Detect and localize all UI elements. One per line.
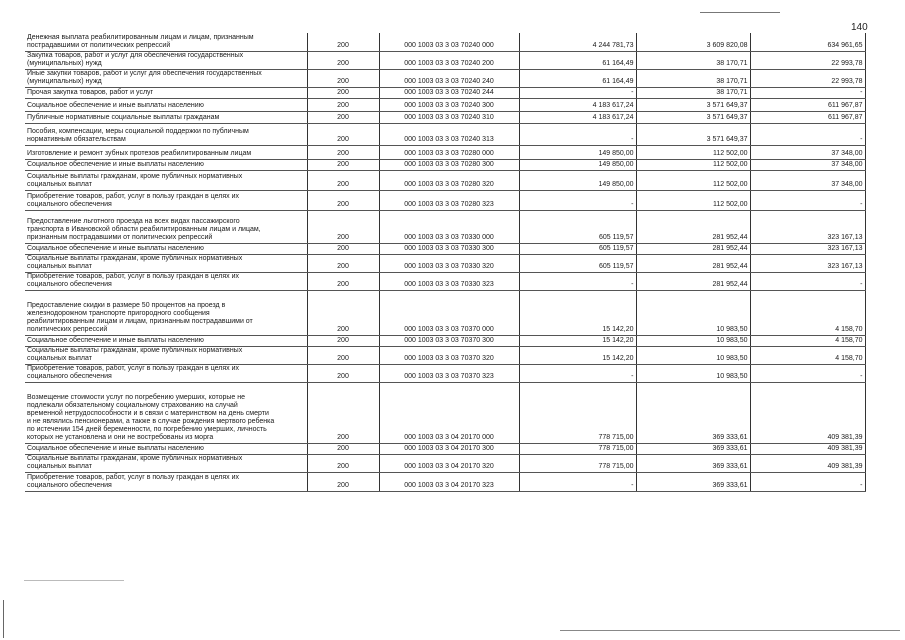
row-executed-amount: 38 170,71 xyxy=(636,51,750,69)
row-unexecuted-amount: - xyxy=(750,472,865,491)
row-unexecuted-amount: 409 381,39 xyxy=(750,382,865,443)
row-executed-amount: 112 502,00 xyxy=(636,159,750,170)
row-name: Предоставление льготного проезда на всех видах пассажирского транспорта в Ивановской области реабилитированным лицам и лицам, признанным пострадавшими от политических репрессий xyxy=(25,210,307,243)
row-approved-amount: 15 142,20 xyxy=(519,290,636,335)
row-executed-amount: 281 952,44 xyxy=(636,210,750,243)
row-approved-amount: 4 183 617,24 xyxy=(519,98,636,111)
row-name: Возмещение стоимости услуг по погребению умерших, которые не подлежали обязательному социальному страхованию на случай временной нетрудоспособности и в связи с материнством на день смерти и не являлись пенсионерами, а также в случае рождения мертвого ребенка по истечении 154 дней беременности, по погребению умерших, личность которых не установлена и они не востребованы из морга xyxy=(25,382,307,443)
row-name: Социальные выплаты гражданам, кроме публичных нормативных социальных выплат xyxy=(25,346,307,364)
row-budget-code: 000 1003 03 3 03 70240 310 xyxy=(379,111,519,123)
row-executed-amount: 112 502,00 xyxy=(636,190,750,210)
row-admin-code: 200 xyxy=(307,335,379,346)
table-row xyxy=(25,443,865,454)
top-rule xyxy=(700,12,780,13)
table-row xyxy=(25,51,865,69)
row-executed-amount: 10 983,50 xyxy=(636,364,750,382)
row-admin-code: 200 xyxy=(307,123,379,145)
row-budget-code: 000 1003 03 3 03 70240 200 xyxy=(379,51,519,69)
row-approved-amount: 149 850,00 xyxy=(519,145,636,159)
table-row xyxy=(25,382,865,443)
row-name: Приобретение товаров, работ, услуг в пользу граждан в целях их социального обеспечения xyxy=(25,272,307,290)
row-admin-code: 200 xyxy=(307,51,379,69)
row-budget-code: 000 1003 03 3 03 70370 000 xyxy=(379,290,519,335)
row-approved-amount: - xyxy=(519,123,636,145)
row-admin-code: 200 xyxy=(307,33,379,51)
row-executed-amount: 369 333,61 xyxy=(636,382,750,443)
row-approved-amount: 4 183 617,24 xyxy=(519,111,636,123)
row-admin-code: 200 xyxy=(307,472,379,491)
row-name: Приобретение товаров, работ, услуг в пользу граждан в целях их социального обеспечения xyxy=(25,364,307,382)
row-admin-code: 200 xyxy=(307,382,379,443)
table-row xyxy=(25,33,865,51)
row-unexecuted-amount: 37 348,00 xyxy=(750,170,865,190)
row-name: Предоставление скидки в размере 50 процентов на проезд в железнодорожном транспорте пригородного сообщения реабилитированным лицам и лицам, признанным пострадавшими от политических репрессий xyxy=(25,290,307,335)
row-approved-amount: - xyxy=(519,190,636,210)
row-admin-code: 200 xyxy=(307,243,379,254)
row-name: Приобретение товаров, работ, услуг в пользу граждан в целях их социального обеспечения xyxy=(25,190,307,210)
row-name: Социальные выплаты гражданам, кроме публичных нормативных социальных выплат xyxy=(25,454,307,472)
table-row xyxy=(25,290,865,335)
row-unexecuted-amount: 22 993,78 xyxy=(750,69,865,87)
row-budget-code: 000 1003 03 3 03 70370 300 xyxy=(379,335,519,346)
row-admin-code: 200 xyxy=(307,145,379,159)
row-unexecuted-amount: 4 158,70 xyxy=(750,335,865,346)
row-unexecuted-amount: 323 167,13 xyxy=(750,254,865,272)
row-budget-code: 000 1003 03 3 03 70330 000 xyxy=(379,210,519,243)
row-executed-amount: 3 609 820,08 xyxy=(636,33,750,51)
row-approved-amount: 4 244 781,73 xyxy=(519,33,636,51)
row-budget-code: 000 1003 03 3 03 70280 300 xyxy=(379,159,519,170)
row-executed-amount: 112 502,00 xyxy=(636,170,750,190)
row-unexecuted-amount: - xyxy=(750,87,865,98)
row-approved-amount: - xyxy=(519,87,636,98)
row-executed-amount: 3 571 649,37 xyxy=(636,123,750,145)
row-budget-code: 000 1003 03 3 03 70370 320 xyxy=(379,346,519,364)
row-name: Социальное обеспечение и иные выплаты населению xyxy=(25,443,307,454)
table-row xyxy=(25,254,865,272)
row-executed-amount: 10 983,50 xyxy=(636,290,750,335)
row-name: Социальное обеспечение и иные выплаты населению xyxy=(25,243,307,254)
row-executed-amount: 112 502,00 xyxy=(636,145,750,159)
row-name: Социальные выплаты гражданам, кроме публичных нормативных социальных выплат xyxy=(25,254,307,272)
row-name: Пособия, компенсации, меры социальной поддержки по публичным нормативным обязательствам xyxy=(25,123,307,145)
row-approved-amount: 778 715,00 xyxy=(519,382,636,443)
table-row xyxy=(25,472,865,491)
row-approved-amount: 778 715,00 xyxy=(519,454,636,472)
table-row xyxy=(25,159,865,170)
budget-table xyxy=(25,33,866,492)
scan-artifact-mark xyxy=(3,600,4,638)
row-approved-amount: 605 119,57 xyxy=(519,254,636,272)
row-admin-code: 200 xyxy=(307,170,379,190)
table-row xyxy=(25,145,865,159)
row-approved-amount: 149 850,00 xyxy=(519,170,636,190)
row-budget-code: 000 1003 03 3 03 70280 320 xyxy=(379,170,519,190)
row-unexecuted-amount: - xyxy=(750,272,865,290)
row-approved-amount: 605 119,57 xyxy=(519,210,636,243)
row-approved-amount: 605 119,57 xyxy=(519,243,636,254)
bottom-rule xyxy=(560,630,900,631)
table-row xyxy=(25,243,865,254)
row-admin-code: 200 xyxy=(307,254,379,272)
table-row xyxy=(25,123,865,145)
row-name: Социальное обеспечение и иные выплаты населению xyxy=(25,335,307,346)
row-approved-amount: 15 142,20 xyxy=(519,346,636,364)
row-admin-code: 200 xyxy=(307,190,379,210)
row-executed-amount: 369 333,61 xyxy=(636,443,750,454)
row-approved-amount: 149 850,00 xyxy=(519,159,636,170)
row-approved-amount: 61 164,49 xyxy=(519,69,636,87)
row-unexecuted-amount: 611 967,87 xyxy=(750,111,865,123)
row-unexecuted-amount: 409 381,39 xyxy=(750,443,865,454)
row-executed-amount: 38 170,71 xyxy=(636,69,750,87)
row-approved-amount: - xyxy=(519,472,636,491)
row-admin-code: 200 xyxy=(307,98,379,111)
row-name: Денежная выплата реабилитированным лицам и лицам, признанным пострадавшими от политических репрессий xyxy=(25,33,307,51)
row-unexecuted-amount: 4 158,70 xyxy=(750,290,865,335)
row-budget-code: 000 1003 03 3 03 70330 323 xyxy=(379,272,519,290)
row-unexecuted-amount: 37 348,00 xyxy=(750,159,865,170)
row-executed-amount: 281 952,44 xyxy=(636,254,750,272)
table-row xyxy=(25,69,865,87)
row-name: Иные закупки товаров, работ и услуг для обеспечения государственных (муниципальных) нужд xyxy=(25,69,307,87)
row-admin-code: 200 xyxy=(307,346,379,364)
row-executed-amount: 369 333,61 xyxy=(636,472,750,491)
row-name: Публичные нормативные социальные выплаты гражданам xyxy=(25,111,307,123)
scan-artifact-line xyxy=(24,580,124,581)
row-admin-code: 200 xyxy=(307,111,379,123)
row-name: Прочая закупка товаров, работ и услуг xyxy=(25,87,307,98)
row-unexecuted-amount: 22 993,78 xyxy=(750,51,865,69)
row-executed-amount: 3 571 649,37 xyxy=(636,98,750,111)
budget-table-body xyxy=(25,33,865,491)
row-budget-code: 000 1003 03 3 03 70240 240 xyxy=(379,69,519,87)
row-unexecuted-amount: 323 167,13 xyxy=(750,210,865,243)
page-number: 140 xyxy=(851,22,868,33)
row-admin-code: 200 xyxy=(307,290,379,335)
row-name: Закупка товаров, работ и услуг для обеспечения государственных (муниципальных) нужд xyxy=(25,51,307,69)
row-name: Социальное обеспечение и иные выплаты населению xyxy=(25,98,307,111)
row-approved-amount: - xyxy=(519,272,636,290)
row-unexecuted-amount: 37 348,00 xyxy=(750,145,865,159)
row-budget-code: 000 1003 03 3 04 20170 000 xyxy=(379,382,519,443)
row-executed-amount: 3 571 649,37 xyxy=(636,111,750,123)
row-name: Социальное обеспечение и иные выплаты населению xyxy=(25,159,307,170)
row-approved-amount: 778 715,00 xyxy=(519,443,636,454)
row-name: Приобретение товаров, работ, услуг в пользу граждан в целях их социального обеспечения xyxy=(25,472,307,491)
table-row xyxy=(25,346,865,364)
row-budget-code: 000 1003 03 3 03 70330 320 xyxy=(379,254,519,272)
row-unexecuted-amount: 409 381,39 xyxy=(750,454,865,472)
row-budget-code: 000 1003 03 3 03 70240 300 xyxy=(379,98,519,111)
row-unexecuted-amount: 323 167,13 xyxy=(750,243,865,254)
table-row xyxy=(25,335,865,346)
table-row xyxy=(25,170,865,190)
row-admin-code: 200 xyxy=(307,210,379,243)
row-admin-code: 200 xyxy=(307,443,379,454)
row-unexecuted-amount: 634 961,65 xyxy=(750,33,865,51)
row-admin-code: 200 xyxy=(307,454,379,472)
row-budget-code: 000 1003 03 3 03 70240 244 xyxy=(379,87,519,98)
row-unexecuted-amount: - xyxy=(750,190,865,210)
row-admin-code: 200 xyxy=(307,69,379,87)
row-admin-code: 200 xyxy=(307,87,379,98)
row-admin-code: 200 xyxy=(307,364,379,382)
row-budget-code: 000 1003 03 3 04 20170 320 xyxy=(379,454,519,472)
table-row xyxy=(25,87,865,98)
row-budget-code: 000 1003 03 3 03 70280 000 xyxy=(379,145,519,159)
row-approved-amount: - xyxy=(519,364,636,382)
row-unexecuted-amount: - xyxy=(750,123,865,145)
row-unexecuted-amount: 611 967,87 xyxy=(750,98,865,111)
row-approved-amount: 61 164,49 xyxy=(519,51,636,69)
row-executed-amount: 38 170,71 xyxy=(636,87,750,98)
row-unexecuted-amount: - xyxy=(750,364,865,382)
row-budget-code: 000 1003 03 3 04 20170 323 xyxy=(379,472,519,491)
row-budget-code: 000 1003 03 3 03 70370 323 xyxy=(379,364,519,382)
row-name: Социальные выплаты гражданам, кроме публичных нормативных социальных выплат xyxy=(25,170,307,190)
table-row xyxy=(25,111,865,123)
row-executed-amount: 281 952,44 xyxy=(636,243,750,254)
table-row xyxy=(25,364,865,382)
row-budget-code: 000 1003 03 3 03 70240 000 xyxy=(379,33,519,51)
row-executed-amount: 281 952,44 xyxy=(636,272,750,290)
row-admin-code: 200 xyxy=(307,159,379,170)
row-approved-amount: 15 142,20 xyxy=(519,335,636,346)
row-executed-amount: 10 983,50 xyxy=(636,335,750,346)
row-budget-code: 000 1003 03 3 03 70330 300 xyxy=(379,243,519,254)
row-executed-amount: 10 983,50 xyxy=(636,346,750,364)
row-executed-amount: 369 333,61 xyxy=(636,454,750,472)
row-budget-code: 000 1003 03 3 04 20170 300 xyxy=(379,443,519,454)
row-budget-code: 000 1003 03 3 03 70240 313 xyxy=(379,123,519,145)
row-admin-code: 200 xyxy=(307,272,379,290)
row-budget-code: 000 1003 03 3 03 70280 323 xyxy=(379,190,519,210)
table-row xyxy=(25,272,865,290)
table-row xyxy=(25,454,865,472)
row-name: Изготовление и ремонт зубных протезов реабилитированным лицам xyxy=(25,145,307,159)
row-unexecuted-amount: 4 158,70 xyxy=(750,346,865,364)
table-row xyxy=(25,98,865,111)
table-row xyxy=(25,210,865,243)
table-row xyxy=(25,190,865,210)
